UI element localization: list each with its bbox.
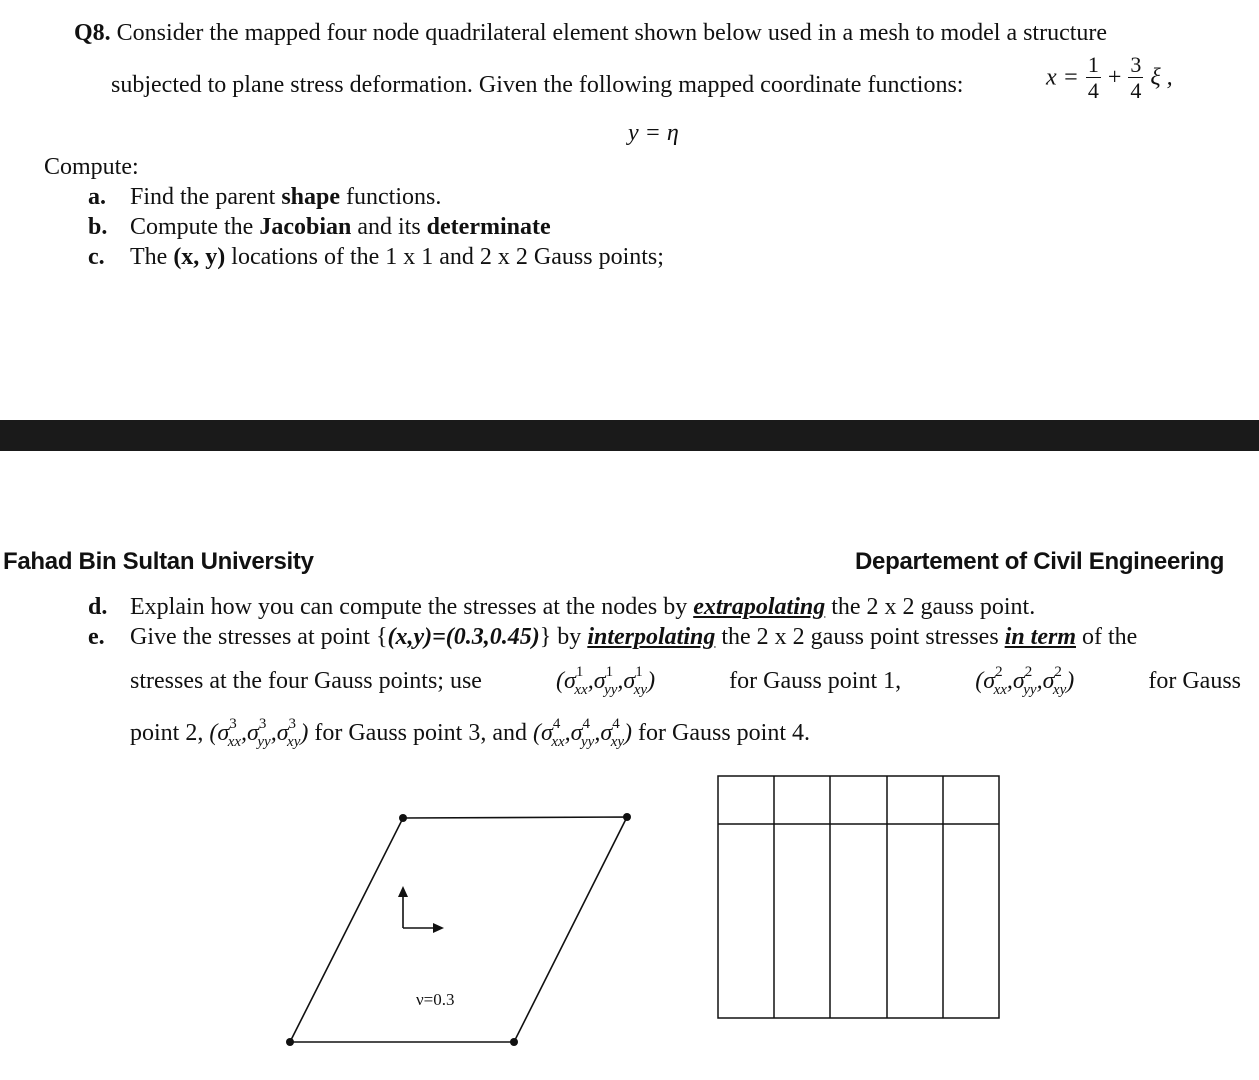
q8-mapping-text: subjected to plane stress deformation. Given the following mapped coordinate functions: xyxy=(111,72,964,98)
question-number: Q8. xyxy=(74,20,111,46)
node-1 xyxy=(286,1038,294,1046)
fraction-three-quarters: $\frac{3}{4}$ xyxy=(1130,52,1142,103)
y-mapping-formula: y = η xyxy=(628,120,679,146)
node-2 xyxy=(510,1038,518,1046)
item-d: d. Explain how you can compute the stresses at the nodes by extrapolating the 2 x 2 gauss point. xyxy=(88,594,1036,620)
item-e-line3: point 2, $(\sigma^3_{xx},\sigma^3_{yy},\sigma^3_{xy})$ for Gauss point 3, and $(\sigma^4_{xx},\sigma^4_{yy},\sigma^4_{xy})$ for Gauss point 4. xyxy=(130,716,810,750)
poisson-ratio-label: ν=0.3 xyxy=(416,990,455,1009)
answer-table-grid xyxy=(716,774,1002,1020)
department-name: Departement of Civil Engineering xyxy=(855,548,1225,575)
fraction-one-quarter: $\frac{1}{4}$ xyxy=(1087,52,1099,103)
x-equals: x = xyxy=(1046,64,1079,91)
coordinate-axes-icon xyxy=(398,886,444,933)
page-divider-band xyxy=(0,420,1259,451)
node-4 xyxy=(399,814,407,822)
university-name: Fahad Bin Sultan University xyxy=(3,548,314,575)
q8-line2 xyxy=(111,72,963,99)
q8-intro: Consider the mapped four node quadrilateral element shown below used in a mesh to model a structure xyxy=(116,20,1108,46)
q8-line1 xyxy=(74,20,1107,47)
x-mapping-formula xyxy=(1046,54,1173,102)
quadrilateral-element-figure xyxy=(270,800,650,1060)
item-e-line2: stresses at the four Gauss points; use $(\sigma^1_{xx},\sigma^1_{yy},\sigma^1_{xy})$ for Gauss point 1, $(\sigma^2_{xx},\sigma^2_{yy},\sigma^2_{xy})$ for Gauss xyxy=(130,664,1241,698)
gauss-point-4-stresses: $(\sigma^4_{xx},\sigma^4_{yy},\sigma^4_{xy})$ xyxy=(533,716,633,750)
gauss-point-1-stresses: $(\sigma^1_{xx},\sigma^1_{yy},\sigma^1_{xy})$ xyxy=(556,664,656,698)
compute-heading: Compute: xyxy=(44,154,139,180)
item-a: a. Find the parent shape functions. xyxy=(88,184,442,210)
element-outline xyxy=(290,817,627,1042)
xi-symbol: ξ , xyxy=(1150,64,1173,91)
table-border xyxy=(718,776,999,1018)
item-b: b. Compute the Jacobian and its determinate xyxy=(88,214,551,240)
item-e: e. Give the stresses at point {(x,y)=(0.3,0.45)} by interpolating the 2 x 2 gauss point stresses in term of the xyxy=(88,624,1138,650)
gauss-point-2-stresses: $(\sigma^2_{xx},\sigma^2_{yy},\sigma^2_{xy})$ xyxy=(975,664,1075,698)
node-3 xyxy=(623,813,631,821)
gauss-point-3-stresses: $(\sigma^3_{xx},\sigma^3_{yy},\sigma^3_{xy})$ xyxy=(209,716,309,750)
plus-sign: + xyxy=(1107,64,1122,91)
item-c: c. The (x, y) locations of the 1 x 1 and 2 x 2 Gauss points; xyxy=(88,244,664,270)
